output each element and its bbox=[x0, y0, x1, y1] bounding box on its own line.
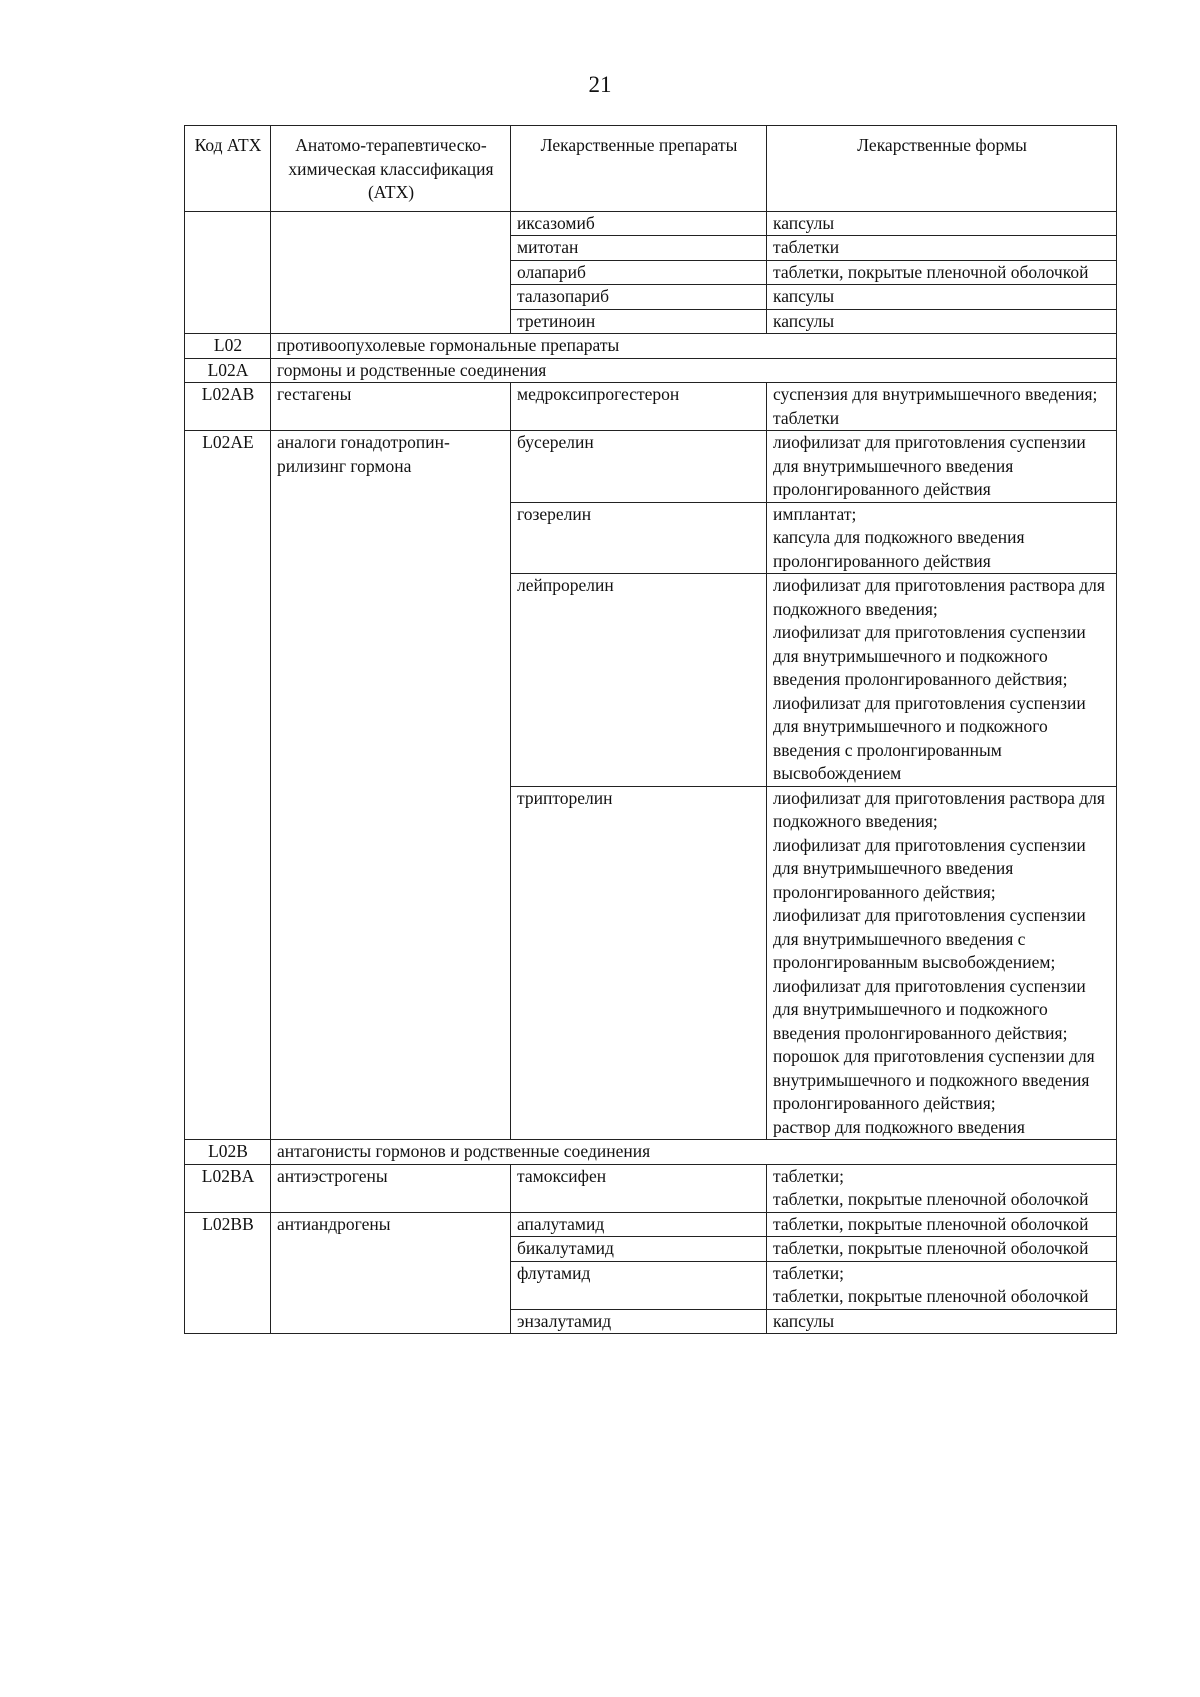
drug-form: имплантат; bbox=[773, 503, 857, 524]
group-row-l02ba bbox=[185, 1164, 1117, 1212]
drug-forms bbox=[767, 431, 1117, 503]
drug-form: лиофилизат для приготовления раствора для подкожного введения; bbox=[773, 787, 1105, 831]
drug-form: капсулы bbox=[767, 309, 1117, 334]
group-row-l02ae bbox=[185, 431, 1117, 503]
drug-form: лиофилизат для приготовления суспензии для внутримышечного введения с пролонгированным высвобождением; bbox=[773, 905, 1086, 972]
drug-form: суспензия для внутримышечного введения; bbox=[773, 384, 1098, 404]
header-code: Код АТХ bbox=[185, 126, 271, 212]
drug-form: таблетки; bbox=[773, 1262, 844, 1283]
group-name: гестагены bbox=[271, 383, 511, 431]
drug-form: лиофилизат для приготовления суспензии для внутримышечного и подкожного введения пролонгированного действия; bbox=[773, 975, 1086, 1043]
drug-name: олапариб bbox=[511, 260, 767, 285]
drug-form: капсулы bbox=[767, 285, 1117, 310]
drug-form: порошок для приготовления суспензии для внутримышечного и подкожного введения пролонгированного действия; bbox=[773, 1046, 1095, 1113]
group-name: противоопухолевые гормональные препараты bbox=[271, 334, 1117, 359]
group-name: гормоны и родственные соединения bbox=[271, 358, 1117, 383]
header-classification: Анатомо-терапевтическо-химическая классификация (АТХ) bbox=[271, 126, 511, 212]
drug-name: лейпрорелин bbox=[511, 574, 767, 787]
drug-forms bbox=[767, 1261, 1117, 1309]
drug-form: лиофилизат для приготовления раствора для подкожного введения; bbox=[773, 575, 1105, 619]
drug-forms bbox=[767, 1237, 1117, 1262]
drug-forms bbox=[767, 1212, 1117, 1237]
drug-form: лиофилизат для приготовления суспензии для внутримышечного и подкожного введения с пролонгированным высвобождением bbox=[773, 692, 1086, 783]
drug-name: трипторелин bbox=[511, 786, 767, 1140]
table-header-row bbox=[185, 126, 1117, 212]
drug-name: митотан bbox=[511, 236, 767, 261]
drug-name: медроксипрогестерон bbox=[511, 383, 767, 431]
drug-forms bbox=[767, 383, 1117, 431]
group-row-l02ab bbox=[185, 383, 1117, 431]
drug-form: капсула для подкожного введения пролонгированного действия bbox=[773, 527, 1025, 571]
group-row-l02bb bbox=[185, 1212, 1117, 1237]
group-name: антиэстрогены bbox=[271, 1164, 511, 1212]
drug-name: энзалутамид bbox=[511, 1309, 767, 1334]
atx-code: L02BB bbox=[185, 1212, 271, 1334]
drug-form: капсулы bbox=[773, 1310, 835, 1331]
drug-form: таблетки; bbox=[773, 1165, 844, 1186]
atx-code: L02BA bbox=[185, 1164, 271, 1212]
group-name: аналоги гонадотропин-рилизинг гормона bbox=[271, 431, 511, 1140]
header-forms: Лекарственные формы bbox=[767, 126, 1117, 212]
drug-form: таблетки, покрытые пленочной оболочкой bbox=[773, 1189, 1089, 1209]
atx-table bbox=[184, 125, 1117, 1334]
header-drugs: Лекарственные препараты bbox=[511, 126, 767, 212]
atx-code: L02AE bbox=[185, 431, 271, 1140]
group-row-l02 bbox=[185, 334, 1117, 359]
drug-form: лиофилизат для приготовления суспензии для внутримышечного введения пролонгированного действия; bbox=[773, 834, 1086, 902]
drug-name: апалутамид bbox=[511, 1212, 767, 1237]
drug-forms bbox=[767, 1309, 1117, 1334]
drug-form: раствор для подкожного введения bbox=[773, 1116, 1025, 1137]
atx-code: L02A bbox=[185, 358, 271, 383]
drug-form: таблетки, покрытые пленочной оболочкой bbox=[767, 260, 1117, 285]
drug-name: бусерелин bbox=[511, 431, 767, 503]
drug-name: флутамид bbox=[511, 1261, 767, 1309]
drug-form: лиофилизат для приготовления суспензии для внутримышечного введения пролонгированного действия bbox=[773, 432, 1086, 499]
classification-cell bbox=[271, 211, 511, 334]
drug-forms bbox=[767, 574, 1117, 787]
drug-form: капсулы bbox=[767, 211, 1117, 236]
drug-name: третиноин bbox=[511, 309, 767, 334]
drug-name: гозерелин bbox=[511, 502, 767, 574]
drug-form: лиофилизат для приготовления суспензии для внутримышечного и подкожного введения пролонгированного действия; bbox=[773, 622, 1086, 689]
group-name: антагонисты гормонов и родственные соединения bbox=[271, 1140, 1117, 1165]
drug-form: таблетки, покрытые пленочной оболочкой bbox=[773, 1286, 1089, 1306]
drug-forms bbox=[767, 502, 1117, 574]
atx-code: L02AB bbox=[185, 383, 271, 431]
group-name: антиандрогены bbox=[271, 1212, 511, 1334]
drug-name: талазопариб bbox=[511, 285, 767, 310]
drug-name: иксазомиб bbox=[511, 211, 767, 236]
group-row-l02b bbox=[185, 1140, 1117, 1165]
drug-form: таблетки, покрытые пленочной оболочкой bbox=[773, 1238, 1089, 1258]
drug-name: бикалутамид bbox=[511, 1237, 767, 1262]
code-cell bbox=[185, 211, 271, 334]
drug-forms bbox=[767, 1164, 1117, 1212]
atx-code: L02 bbox=[185, 334, 271, 359]
group-row-l02a bbox=[185, 358, 1117, 383]
drug-form: таблетки bbox=[773, 407, 840, 428]
atx-code: L02B bbox=[185, 1140, 271, 1165]
drug-form: таблетки, покрытые пленочной оболочкой bbox=[773, 1213, 1089, 1234]
drug-form: таблетки bbox=[767, 236, 1117, 261]
drug-name: тамоксифен bbox=[511, 1164, 767, 1212]
table-row bbox=[185, 211, 1117, 236]
page-number: 21 bbox=[588, 72, 612, 97]
drug-forms bbox=[767, 786, 1117, 1140]
